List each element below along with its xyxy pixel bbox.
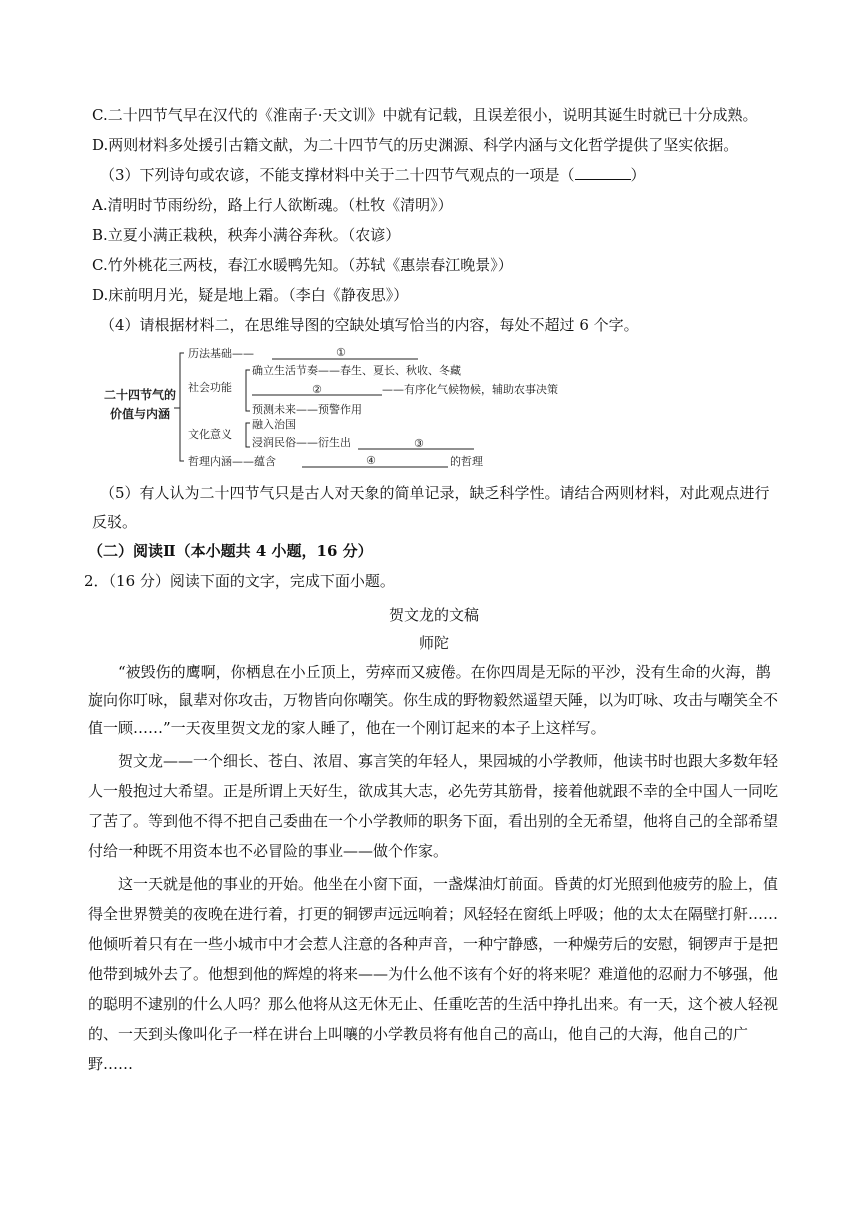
mindmap-root-line1: 二十四节气的 bbox=[104, 388, 177, 402]
mindmap-blank-3: ③ bbox=[414, 437, 424, 450]
mindmap-branch-3: 文化意义 bbox=[188, 428, 232, 441]
option-d: D.床前明月光，疑是地上霜。（李白《静夜思》） bbox=[92, 286, 409, 304]
para-2-line-3: 了苦了。等到他不得不把自己委曲在一个小学教师的职务下面，看出别的全无希望，他将自己的全部希望 bbox=[88, 812, 779, 830]
option-a: A.清明时节雨纷纷，路上行人欲断魂。（杜牧《清明》） bbox=[92, 196, 453, 214]
para-3-line-4: 他带到城外去了。他想到他的辉煌的将来——为什么他不该有个好的将来呢？难道他的忍耐力不够强，他 bbox=[88, 965, 779, 983]
question-2-heading: 2．（16 分）阅读下面的文字，完成下面小题。 bbox=[84, 572, 395, 590]
mindmap-branch-2-item-1: 确立生活节奏——春生、夏长、秋收、冬藏 bbox=[252, 364, 461, 377]
line-option-c: C.二十四节气早在汉代的《淮南子·天文训》中就有记载，且误差很小，说明其诞生时就已十分成熟。 bbox=[92, 106, 758, 124]
mindmap-blank-4: ④ bbox=[366, 454, 376, 467]
answer-blank[interactable] bbox=[575, 165, 631, 180]
para-3-line-5: 的聪明不逮别的什么人吗？那么他将从这无休无止、任重吃苦的生活中挣扎出来。有一天，这个被人轻视 bbox=[88, 995, 779, 1013]
para-3-line-2: 得全世界赞美的夜晚在进行着，打更的铜锣声远远响着；风轻轻在窗纸上呼吸；他的太太在隔壁打鼾…… bbox=[88, 905, 779, 923]
question-3-close: ） bbox=[630, 166, 646, 184]
para-1-line-2: 旋向你叮咏，鼠辈对你攻击，万物皆向你嘲笑。你生成的野物毅然遥望天陲，以为叮咏、攻击与嘲笑全不 bbox=[88, 691, 779, 709]
mindmap-blank-2: ② bbox=[312, 383, 322, 396]
article-title: 贺文龙的文稿 bbox=[388, 606, 479, 624]
line-option-d: D.两则材料多处援引古籍文献，为二十四节气的历史渊源、科学内涵与文化哲学提供了坚实依据。 bbox=[92, 136, 739, 154]
mindmap-blank-1: ① bbox=[336, 346, 346, 359]
mindmap-branch-2: 社会功能 bbox=[188, 381, 232, 394]
question-3 bbox=[100, 165, 646, 185]
option-c: C.竹外桃花三两枝，春江水暖鸭先知。（苏轼《惠崇春江晚景》） bbox=[92, 256, 513, 274]
article-author: 师陀 bbox=[418, 634, 449, 652]
para-3-line-7: 野…… bbox=[88, 1055, 134, 1073]
mindmap-branch-3-item-2: 浸润民俗——衍生出 bbox=[252, 436, 351, 449]
mindmap-branch-2-item-3: 预测未来——预警作用 bbox=[252, 403, 362, 416]
mindmap-root-line2: 价值与内涵 bbox=[110, 407, 171, 421]
para-3-line-6: 的、一天到头像叫化子一样在讲台上叫嚷的小学教员将有他自己的高山，他自己的大海，他自己的广 bbox=[88, 1025, 749, 1043]
mindmap-branch-3-item-1: 融入治国 bbox=[252, 418, 296, 431]
para-3-line-3: 他倾听着只有在一些小城市中才会惹人注意的各种声音，一种宁静感，一种燥劳后的安慰，铜锣声于是把 bbox=[88, 935, 779, 953]
option-b: B.立夏小满正栽秧，秧奔小满谷奔秋。（农谚） bbox=[92, 226, 401, 244]
mindmap-branch-4: 哲理内涵——蕴含 bbox=[188, 455, 276, 468]
question-3-text: （3）下列诗句或农谚，不能支撑材料中关于二十四节气观点的一项是（ bbox=[100, 166, 575, 184]
mind-map bbox=[96, 343, 616, 473]
mindmap-branch-1: 历法基础—— bbox=[188, 347, 254, 360]
para-2-line-4: 付给一种既不用资本也不必冒险的事业——做个作家。 bbox=[88, 842, 449, 860]
mindmap-branch-4-tail: 的哲理 bbox=[450, 455, 483, 468]
para-2-line-2: 人一般抱过大希望。正是所谓上天好生，欲成其大志，必先劳其筋骨，接着他就跟不幸的全中国人一同吃 bbox=[88, 782, 779, 800]
question-4: （4）请根据材料二，在思维导图的空缺处填写恰当的内容，每处不超过 6 个字。 bbox=[100, 316, 639, 334]
para-3-line-1: 这一天就是他的事业的开始。他坐在小窗下面，一盏煤油灯前面。昏黄的灯光照到他疲劳的脸上，值 bbox=[118, 875, 779, 893]
para-1-line-1: “被毁伤的鹰啊，你栖息在小丘顶上，劳瘁而又疲倦。在你四周是无际的平沙，没有生命的火海，鹊 bbox=[118, 663, 771, 681]
para-1-line-3: 值一顾……”一天夜里贺文龙的家人睡了，他在一个刚订起来的本子上这样写。 bbox=[88, 719, 606, 737]
mindmap-branch-2-item-2: ——有序化气候物候，辅助农事决策 bbox=[382, 383, 558, 396]
question-5-line2: 反驳。 bbox=[92, 513, 138, 531]
question-5-line1: （5）有人认为二十四节气只是古人对天象的简单记录，缺乏科学性。请结合两则材料，对此观点进行 bbox=[100, 484, 770, 502]
para-2-line-1: 贺文龙——一个细长、苍白、浓眉、寡言笑的年轻人，果园城的小学教师，他读书时也跟大多数年轻 bbox=[118, 752, 779, 770]
section-heading: （二）阅读Ⅱ（本小题共 4 小题，16 分） bbox=[88, 542, 373, 560]
